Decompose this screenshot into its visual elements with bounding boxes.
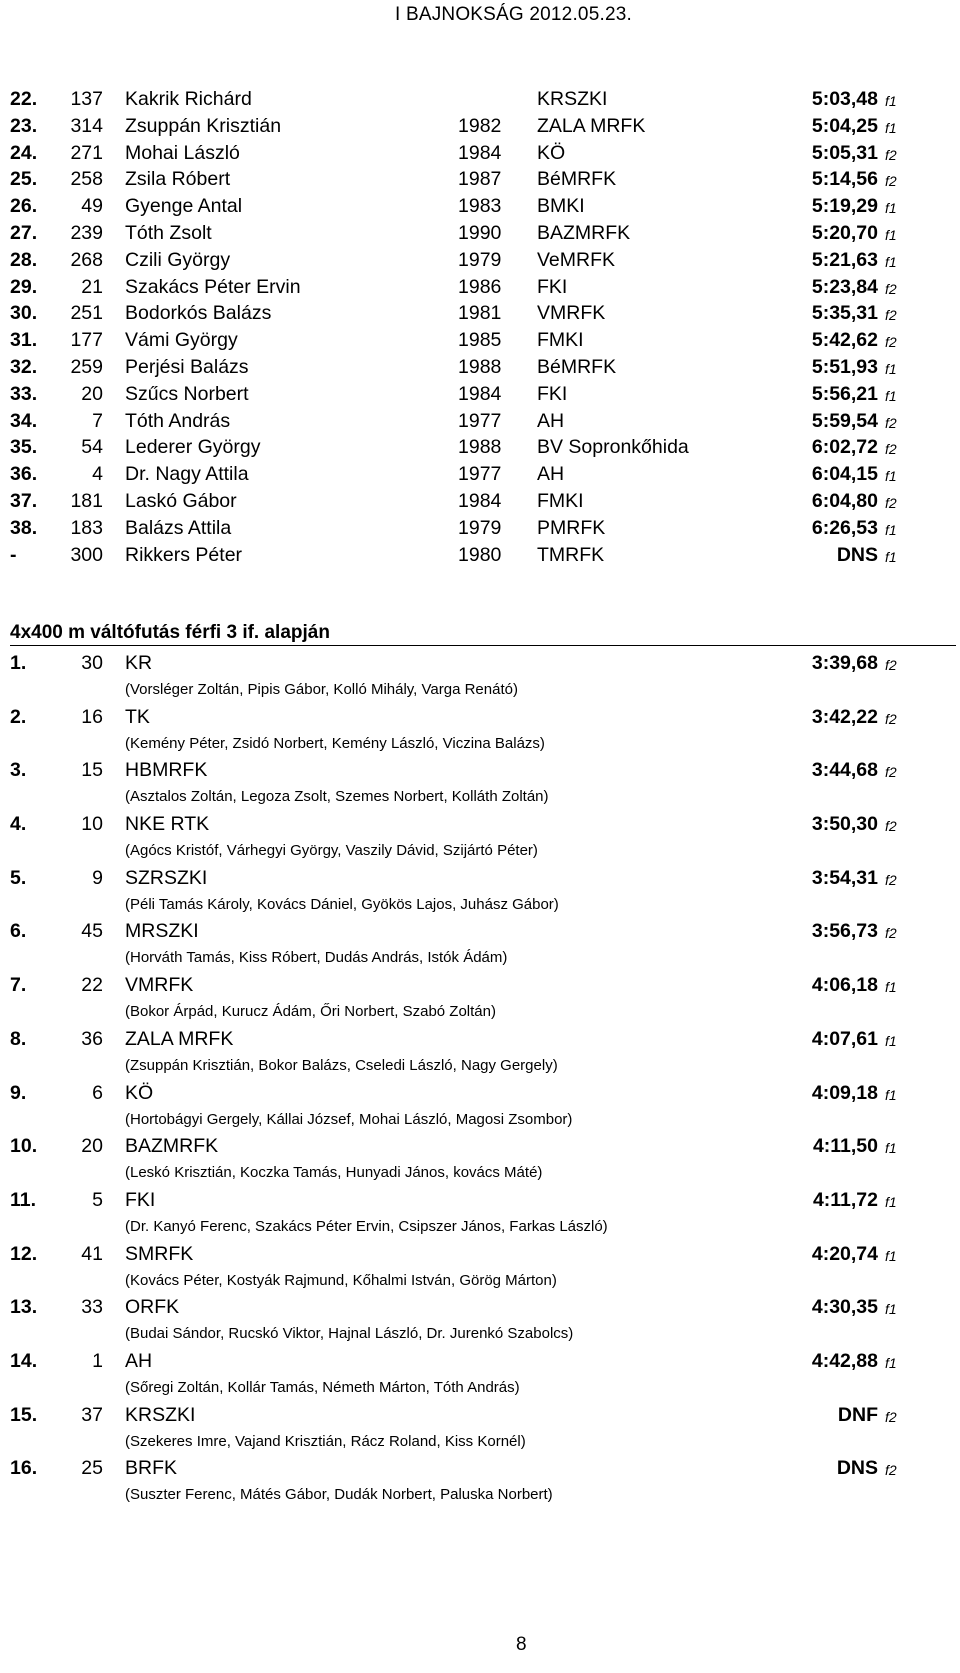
result-athlete-name: Vámi György [125,329,238,352]
result-row [0,88,930,115]
relay-place: 16. [10,1457,38,1480]
result-club: FKI [537,275,568,298]
relay-entry-main-line [0,652,930,680]
result-athlete-name: Zsuppán Krisztián [125,114,282,137]
result-athlete-name: Balázs Attila [125,516,232,539]
relay-entry [0,652,930,706]
relay-team-members: (Kemény Péter, Zsidó Norbert, Kemény László, Viczina Balázs) [125,734,545,752]
relay-time: 4:09,18 [811,1081,878,1104]
result-bib-number: 181 [70,489,103,512]
result-heat: f1 [885,253,897,270]
relay-team-name: HBMRFK [125,759,208,782]
relay-heat: f2 [885,657,897,673]
result-place: 22. [10,88,38,110]
relay-team-members: (Budai Sándor, Rucskó Viktor, Hajnal László, Dr. Jurenkó Szabolcs) [125,1325,574,1343]
relay-time: 4:42,88 [811,1349,878,1372]
relay-team-members: (Dr. Kanyó Ferenc, Szakács Péter Ervin, Csipszer János, Farkas László) [125,1217,608,1235]
relay-place: 6. [10,920,27,943]
relay-entry-main-line [0,1296,930,1324]
result-time: 5:03,48 [811,88,878,110]
relay-entry [0,867,930,921]
relay-time: 4:11,50 [812,1135,878,1158]
relay-heat: f1 [885,1086,897,1103]
result-club: AH [537,409,565,432]
result-row [0,115,930,142]
relay-bib-number: 5 [92,1188,103,1211]
result-athlete-name: Lederer György [125,436,261,459]
relay-entry-main-line [0,920,930,948]
result-row [0,249,930,276]
relay-time: 3:42,22 [811,705,878,728]
result-club: VMRFK [537,302,606,325]
relay-team-name: KR [125,652,153,674]
relay-bib-number: 20 [81,1135,103,1158]
result-row [0,383,930,410]
result-club: TMRFK [537,543,605,566]
relay-entry [0,920,930,974]
relay-place: 7. [10,974,27,997]
result-place: 30. [10,302,38,325]
relay-entry-main-line [0,1189,930,1217]
result-bib-number: 251 [70,302,103,325]
result-birth-year: 1984 [458,382,502,405]
result-row [0,544,930,571]
relay-time: 4:07,61 [811,1027,878,1050]
relay-heat: f1 [885,1354,897,1371]
relay-team-name: ORFK [125,1296,180,1319]
result-row [0,195,930,222]
relay-place: 1. [10,652,27,674]
result-place: 33. [10,382,38,405]
result-birth-year: 1983 [458,195,502,218]
relay-place: 13. [10,1296,38,1319]
relay-place: 9. [10,1081,27,1104]
relay-time: DNF [837,1403,878,1426]
result-birth-year: 1986 [458,275,502,298]
result-row [0,356,930,383]
result-row [0,490,930,517]
result-heat: f2 [885,494,897,511]
result-heat: f2 [885,334,897,351]
relay-bib-number: 10 [81,813,103,836]
result-heat: f2 [885,441,897,458]
relay-bib-number: 1 [92,1349,103,1372]
relay-place: 3. [10,759,27,782]
result-row [0,329,930,356]
relay-team-members: (Hortobágyi Gergely, Kállai József, Mohai László, Magosi Zsombor) [125,1110,573,1128]
relay-bib-number: 15 [81,759,103,782]
relay-bib-number: 33 [81,1296,103,1319]
result-athlete-name: Perjési Balázs [125,355,249,378]
result-place: 23. [10,114,38,137]
relay-heat: f1 [885,1247,897,1264]
result-heat: f2 [885,173,897,190]
relay-bib-number: 22 [81,974,103,997]
result-club: BMKI [537,195,585,218]
relay-heat: f2 [885,871,897,888]
relay-entry [0,974,930,1028]
result-club: VeMRFK [537,248,616,271]
relay-time: 3:56,73 [811,920,878,943]
result-athlete-name: Szűcs Norbert [125,382,249,405]
result-place: 28. [10,248,38,271]
relay-entry [0,706,930,760]
relay-entry-main-line [0,1404,930,1432]
relay-entry-main-line [0,706,930,734]
result-place: 32. [10,355,38,378]
relay-place: 12. [10,1242,38,1265]
result-place: 24. [10,141,38,164]
result-time: 5:56,21 [811,382,878,405]
relay-time: 4:11,72 [812,1188,878,1211]
result-heat: f1 [885,360,897,377]
result-time: 5:35,31 [811,302,878,325]
relay-heat: f2 [885,1462,897,1479]
results-table [0,88,930,570]
result-bib-number: 314 [70,114,103,137]
relay-entry-main-line [0,974,930,1002]
result-club: PMRFK [537,516,606,539]
result-row [0,436,930,463]
result-time: 5:23,84 [811,275,878,298]
result-club: BAZMRFK [537,221,631,244]
result-time: 5:14,56 [811,168,878,191]
result-place: 34. [10,409,38,432]
result-club: ZALA MRFK [537,114,646,137]
relay-team-members: (Szekeres Imre, Vajand Krisztián, Rácz Roland, Kiss Kornél) [125,1432,526,1450]
relay-bib-number: 30 [81,652,103,674]
relay-entry [0,1404,930,1458]
relay-section-title: 4x400 m váltófutás férfi 3 if. alapján [10,622,956,646]
result-bib-number: 268 [70,248,103,271]
relay-bib-number: 37 [81,1403,103,1426]
result-athlete-name: Rikkers Péter [125,543,243,566]
relay-bib-number: 41 [81,1242,103,1265]
relay-place: 2. [10,705,27,728]
result-bib-number: 49 [81,195,103,218]
relay-entry [0,1189,930,1243]
relay-place: 4. [10,813,27,836]
relay-bib-number: 45 [81,920,103,943]
result-birth-year: 1985 [458,329,502,352]
result-club: BéMRFK [537,355,617,378]
result-place: 25. [10,168,38,191]
result-birth-year: 1987 [458,168,502,191]
result-bib-number: 183 [70,516,103,539]
relay-heat: f1 [885,979,897,996]
result-club: BéMRFK [537,168,617,191]
result-bib-number: 137 [70,88,103,110]
result-birth-year: 1979 [458,248,502,271]
relay-heat: f2 [885,764,897,781]
relay-bib-number: 25 [81,1457,103,1480]
relay-entry-main-line [0,1082,930,1110]
relay-entry-main-line [0,1028,930,1056]
relay-team-members: (Vorsléger Zoltán, Pipis Gábor, Kolló Mihály, Varga Renátó) [125,681,518,698]
result-bib-number: 177 [70,329,103,352]
relay-entry [0,1243,930,1297]
result-time: 5:04,25 [811,114,878,137]
result-heat: f1 [885,200,897,217]
result-row [0,463,930,490]
result-heat: f2 [885,280,897,297]
result-bib-number: 4 [92,463,103,486]
relay-team-members: (Agócs Kristóf, Várhegyi György, Vaszily Dávid, Szijártó Péter) [125,842,538,860]
relay-entry-main-line [0,1350,930,1378]
result-heat: f2 [885,146,897,163]
result-place: 26. [10,195,38,218]
result-place: 27. [10,221,38,244]
result-club: KÖ [537,141,566,164]
result-athlete-name: Zsila Róbert [125,168,231,191]
result-row [0,517,930,544]
relay-bib-number: 6 [92,1081,103,1104]
relay-team-name: KÖ [125,1081,154,1104]
result-birth-year: 1980 [458,543,502,566]
relay-entry [0,1135,930,1189]
relay-place: 14. [10,1349,38,1372]
relay-team-members: (Sőregi Zoltán, Kollár Tamás, Németh Márton, Tóth András) [125,1378,520,1396]
result-athlete-name: Czili György [125,248,231,271]
relay-heat: f2 [885,710,897,727]
result-bib-number: 239 [70,221,103,244]
result-athlete-name: Tóth Zsolt [125,221,212,244]
result-club: KRSZKI [537,88,608,110]
result-row [0,142,930,169]
relay-team-name: KRSZKI [125,1403,196,1426]
page-number: 8 [516,1634,527,1655]
relay-team-name: ZALA MRFK [125,1027,234,1050]
relay-team-members: (Zsuppán Krisztián, Bokor Balázs, Cseledi László, Nagy Gergely) [125,1056,558,1074]
relay-heat: f1 [885,1140,897,1157]
result-bib-number: 300 [70,543,103,566]
result-birth-year: 1984 [458,141,502,164]
result-bib-number: 7 [92,409,103,432]
result-time: 5:20,70 [811,221,878,244]
result-club: FMKI [537,329,584,352]
relay-entry [0,813,930,867]
relay-team-name: VMRFK [125,974,194,997]
relay-team-name: BRFK [125,1457,178,1480]
relay-entry-main-line [0,759,930,787]
result-row [0,222,930,249]
relay-team-name: MRSZKI [125,920,199,943]
relay-heat: f1 [885,1032,897,1049]
relay-place: 11. [10,1188,37,1211]
relay-heat: f2 [885,925,897,942]
result-bib-number: 258 [70,168,103,191]
result-row [0,168,930,195]
result-club: AH [537,463,565,486]
relay-team-members: (Suszter Ferenc, Mátés Gábor, Dudák Norbert, Paluska Norbert) [125,1486,553,1504]
relay-team-name: TK [125,705,150,728]
relay-time: 3:44,68 [811,759,878,782]
result-place: 36. [10,463,38,486]
result-time: 5:05,31 [811,141,878,164]
result-athlete-name: Dr. Nagy Attila [125,463,249,486]
result-row [0,410,930,437]
result-heat: f1 [885,119,897,136]
relay-team-name: NKE RTK [125,813,210,836]
result-heat: f2 [885,414,897,431]
relay-time: 3:54,31 [811,866,878,889]
relay-time: 4:20,74 [811,1242,878,1265]
result-row [0,276,930,303]
result-time: 6:26,53 [811,516,878,539]
result-bib-number: 271 [70,141,103,164]
relay-entry-main-line [0,1243,930,1271]
relay-time: 3:39,68 [811,652,878,674]
result-bib-number: 20 [81,382,103,405]
relay-heat: f1 [885,1193,897,1210]
relay-place: 5. [10,866,27,889]
result-athlete-name: Kakrik Richárd [125,88,252,110]
result-athlete-name: Tóth András [125,409,231,432]
relay-time: 4:06,18 [811,974,878,997]
result-birth-year: 1988 [458,436,502,459]
relay-time: 3:50,30 [811,813,878,836]
relay-time: DNS [836,1457,878,1480]
result-birth-year: 1990 [458,221,502,244]
relay-entry-main-line [0,867,930,895]
relay-entry-main-line [0,1457,930,1485]
relay-heat: f2 [885,1408,897,1425]
result-time: 6:04,80 [811,489,878,512]
result-birth-year: 1977 [458,463,502,486]
relay-results-list [0,652,930,1511]
relay-place: 10. [10,1135,38,1158]
result-place: 29. [10,275,38,298]
relay-bib-number: 36 [81,1027,103,1050]
relay-entry [0,1296,930,1350]
result-heat: f1 [885,93,897,109]
result-place: 31. [10,329,38,352]
result-heat: f1 [885,468,897,485]
relay-bib-number: 9 [92,866,103,889]
relay-place: 15. [10,1403,38,1426]
result-club: FKI [537,382,568,405]
relay-entry [0,1350,930,1404]
result-birth-year: 1977 [458,409,502,432]
relay-team-name: AH [125,1349,153,1372]
relay-team-members: (Asztalos Zoltán, Legoza Zsolt, Szemes Norbert, Kolláth Zoltán) [125,788,549,806]
result-heat: f2 [885,307,897,324]
relay-team-name: FKI [125,1188,156,1211]
relay-team-members: (Kovács Péter, Kostyák Rajmund, Kőhalmi István, Görög Márton) [125,1271,557,1289]
relay-team-members: (Péli Tamás Károly, Kovács Dániel, Gyökös Lajos, Juhász Gábor) [125,895,559,913]
result-heat: f1 [885,387,897,404]
result-heat: f1 [885,548,897,565]
relay-entry-main-line [0,1135,930,1163]
result-athlete-name: Mohai László [125,141,240,164]
relay-team-name: BAZMRFK [125,1135,219,1158]
relay-entry [0,759,930,813]
result-birth-year: 1982 [458,114,502,137]
result-bib-number: 54 [81,436,103,459]
relay-time: 4:30,35 [811,1296,878,1319]
relay-team-members: (Horváth Tamás, Kiss Róbert, Dudás András, Istók Ádám) [125,949,508,967]
relay-team-members: (Leskó Krisztián, Koczka Tamás, Hunyadi János, kovács Máté) [125,1164,543,1182]
result-row [0,302,930,329]
result-birth-year: 1981 [458,302,502,325]
result-time: 5:51,93 [811,355,878,378]
result-birth-year: 1988 [458,355,502,378]
result-time: 6:02,72 [811,436,878,459]
result-heat: f1 [885,226,897,243]
relay-entry [0,1028,930,1082]
result-athlete-name: Laskó Gábor [125,489,237,512]
result-bib-number: 259 [70,355,103,378]
result-heat: f1 [885,521,897,538]
result-time: 5:21,63 [811,248,878,271]
relay-entry [0,1457,930,1511]
relay-heat: f1 [885,1301,897,1318]
result-place: 37. [10,489,38,512]
result-time: 6:04,15 [811,463,878,486]
result-time: 5:59,54 [811,409,878,432]
relay-team-name: SMRFK [125,1242,194,1265]
result-place: 35. [10,436,38,459]
result-club: BV Sopronkőhida [537,436,689,459]
relay-team-name: SZRSZKI [125,866,208,889]
page-header-title: I BAJNOKSÁG 2012.05.23. [395,4,632,25]
relay-heat: f2 [885,818,897,835]
relay-place: 8. [10,1027,27,1050]
result-bib-number: 21 [81,275,103,298]
result-birth-year: 1984 [458,489,502,512]
result-athlete-name: Szakács Péter Ervin [125,275,301,298]
result-athlete-name: Bodorkós Balázs [125,302,272,325]
relay-bib-number: 16 [81,705,103,728]
result-time: DNS [836,543,878,566]
result-place: - [10,543,17,566]
relay-entry [0,1082,930,1136]
result-birth-year: 1979 [458,516,502,539]
result-place: 38. [10,516,38,539]
result-athlete-name: Gyenge Antal [125,195,243,218]
relay-entry-main-line [0,813,930,841]
result-club: FMKI [537,489,584,512]
result-time: 5:42,62 [811,329,878,352]
result-time: 5:19,29 [811,195,878,218]
relay-team-members: (Bokor Árpád, Kurucz Ádám, Őri Norbert, Szabó Zoltán) [125,1003,496,1021]
